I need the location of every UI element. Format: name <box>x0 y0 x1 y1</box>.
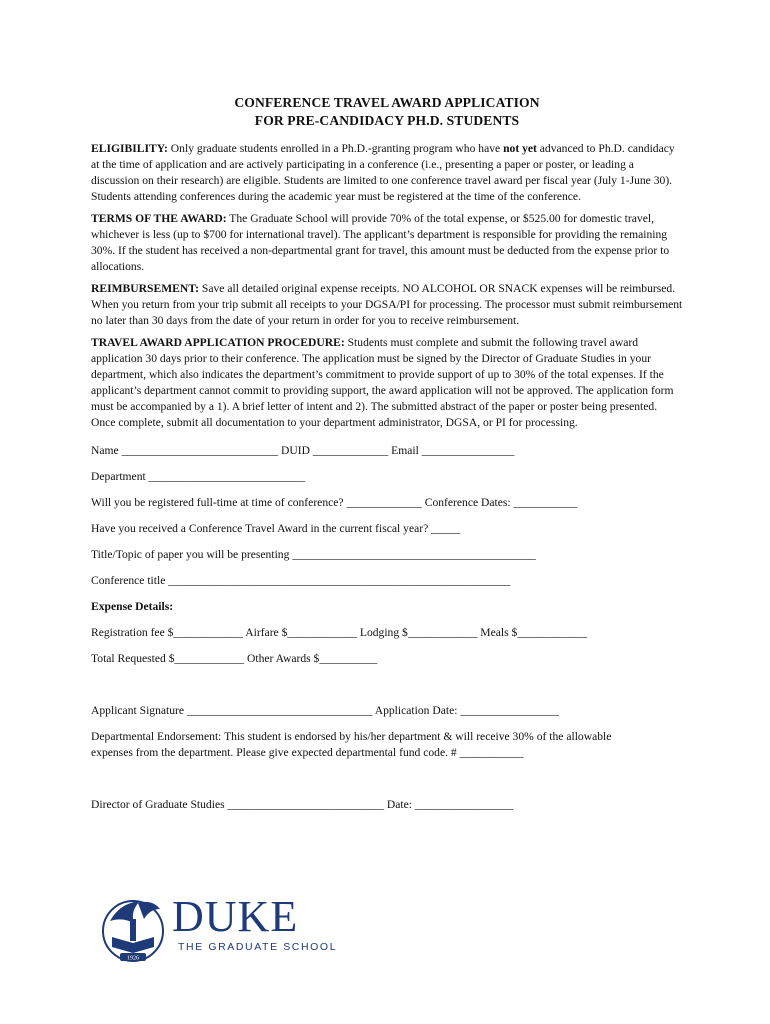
eligibility-emphasis: not yet <box>503 142 537 155</box>
title-line-1: CONFERENCE TRAVEL AWARD APPLICATION <box>234 95 540 110</box>
terms-paragraph <box>91 211 683 275</box>
terms-text: The Graduate School will provide 70% of the total expense, or $525.00 for domestic travel, whichever is less (up to $700 for international travel). The applicant’s department is responsible for providing the remaining 30%. If the student has received a non-departmental grant for travel, this amount must be deducted from the expense prior to allocations. <box>91 212 670 273</box>
duke-graduate-school-logo <box>100 893 340 963</box>
terms-heading: TERMS OF THE AWARD: <box>91 212 227 225</box>
form-content <box>91 94 683 813</box>
endorsement-fund-code-field[interactable]: expenses from the department. Please give expected departmental fund code. # ___________ <box>91 746 524 759</box>
reimbursement-heading: REIMBURSEMENT: <box>91 282 200 295</box>
reimbursement-text: Save all detailed original expense receipts. NO ALCOHOL OR SNACK expenses will be reimbursed. When you return from your trip submit all receipts to your DGSA/PI for processing. The processor must submit reimbursement no later than 30 days from the date of your return in order for you to receive reimbursement. <box>91 282 683 327</box>
graduate-school-subtitle: THE GRADUATE SCHOOL <box>178 941 338 953</box>
seal-year: 1926 <box>127 955 139 962</box>
eligibility-heading: ELIGIBILITY: <box>91 142 168 155</box>
procedure-heading: TRAVEL AWARD APPLICATION PROCEDURE: <box>91 336 345 349</box>
eligibility-paragraph <box>91 141 683 205</box>
document-title <box>91 94 683 130</box>
endorsement-line-1: Departmental Endorsement: This student is endorsed by his/her department & will receive 30% of the allowable <box>91 730 612 743</box>
total-requested-field[interactable]: Total Requested $____________ Other Awards $__________ <box>91 652 378 665</box>
expense-amounts-field[interactable]: Registration fee $____________ Airfare $____________ Lodging $____________ Meals $____________ <box>91 626 587 639</box>
received-award-field[interactable]: Have you received a Conference Travel Award in the current fiscal year? _____ <box>91 522 461 535</box>
title-line-2: FOR PRE-CANDIDACY PH.D. STUDENTS <box>254 113 520 128</box>
eligibility-text-a: Only graduate students enrolled in a Ph.D.-granting program who have <box>167 142 504 155</box>
conference-title-field[interactable]: Conference title ___________________________________________________________ <box>91 574 511 587</box>
expense-details-heading: Expense Details: <box>91 600 174 613</box>
duke-seal-icon <box>100 893 170 963</box>
paper-topic-field[interactable]: Title/Topic of paper you will be presenting __________________________________________ <box>91 548 536 561</box>
director-signature-field[interactable]: Director of Graduate Studies ___________________________ Date: _________________ <box>91 798 514 811</box>
eligibility-text-b: advanced to Ph.D. candidacy at the time of application and are actively participating in a conference (i.e., presenting a paper or poster, or leading a discussion on their research) are eligible. Students are limited to one conference travel award per fiscal year (July 1-June 30). Students attending conferences during the academic year must be registered at the time of the conference. <box>91 142 675 203</box>
procedure-text: Students must complete and submit the following travel award application 30 days prior to their conference. The application must be signed by the Director of Graduate Studies in your department, which also indicates the department’s commitment to provide support of up to 30% of the total expenses. If the applicant’s department cannot commit to providing support, the award application will not be approved. The application form must be accompanied by a 1). A brief letter of intent and 2). The submitted abstract of the paper or poster being presented. Once complete, submit all documentation to your department administrator, DGSA, or PI for processing. <box>91 336 674 429</box>
name-duid-email-field[interactable]: Name ___________________________ DUID _____________ Email ________________ <box>91 444 515 457</box>
reimbursement-paragraph <box>91 281 683 329</box>
duke-wordmark: DUKE <box>172 892 299 941</box>
applicant-signature-field[interactable]: Applicant Signature ________________________________ Application Date: _________________ <box>91 704 559 717</box>
department-field[interactable]: Department ___________________________ <box>91 470 306 483</box>
fulltime-dates-field[interactable]: Will you be registered full-time at time of conference? _____________ Conference Dates: ___________ <box>91 496 578 509</box>
procedure-paragraph <box>91 335 683 431</box>
